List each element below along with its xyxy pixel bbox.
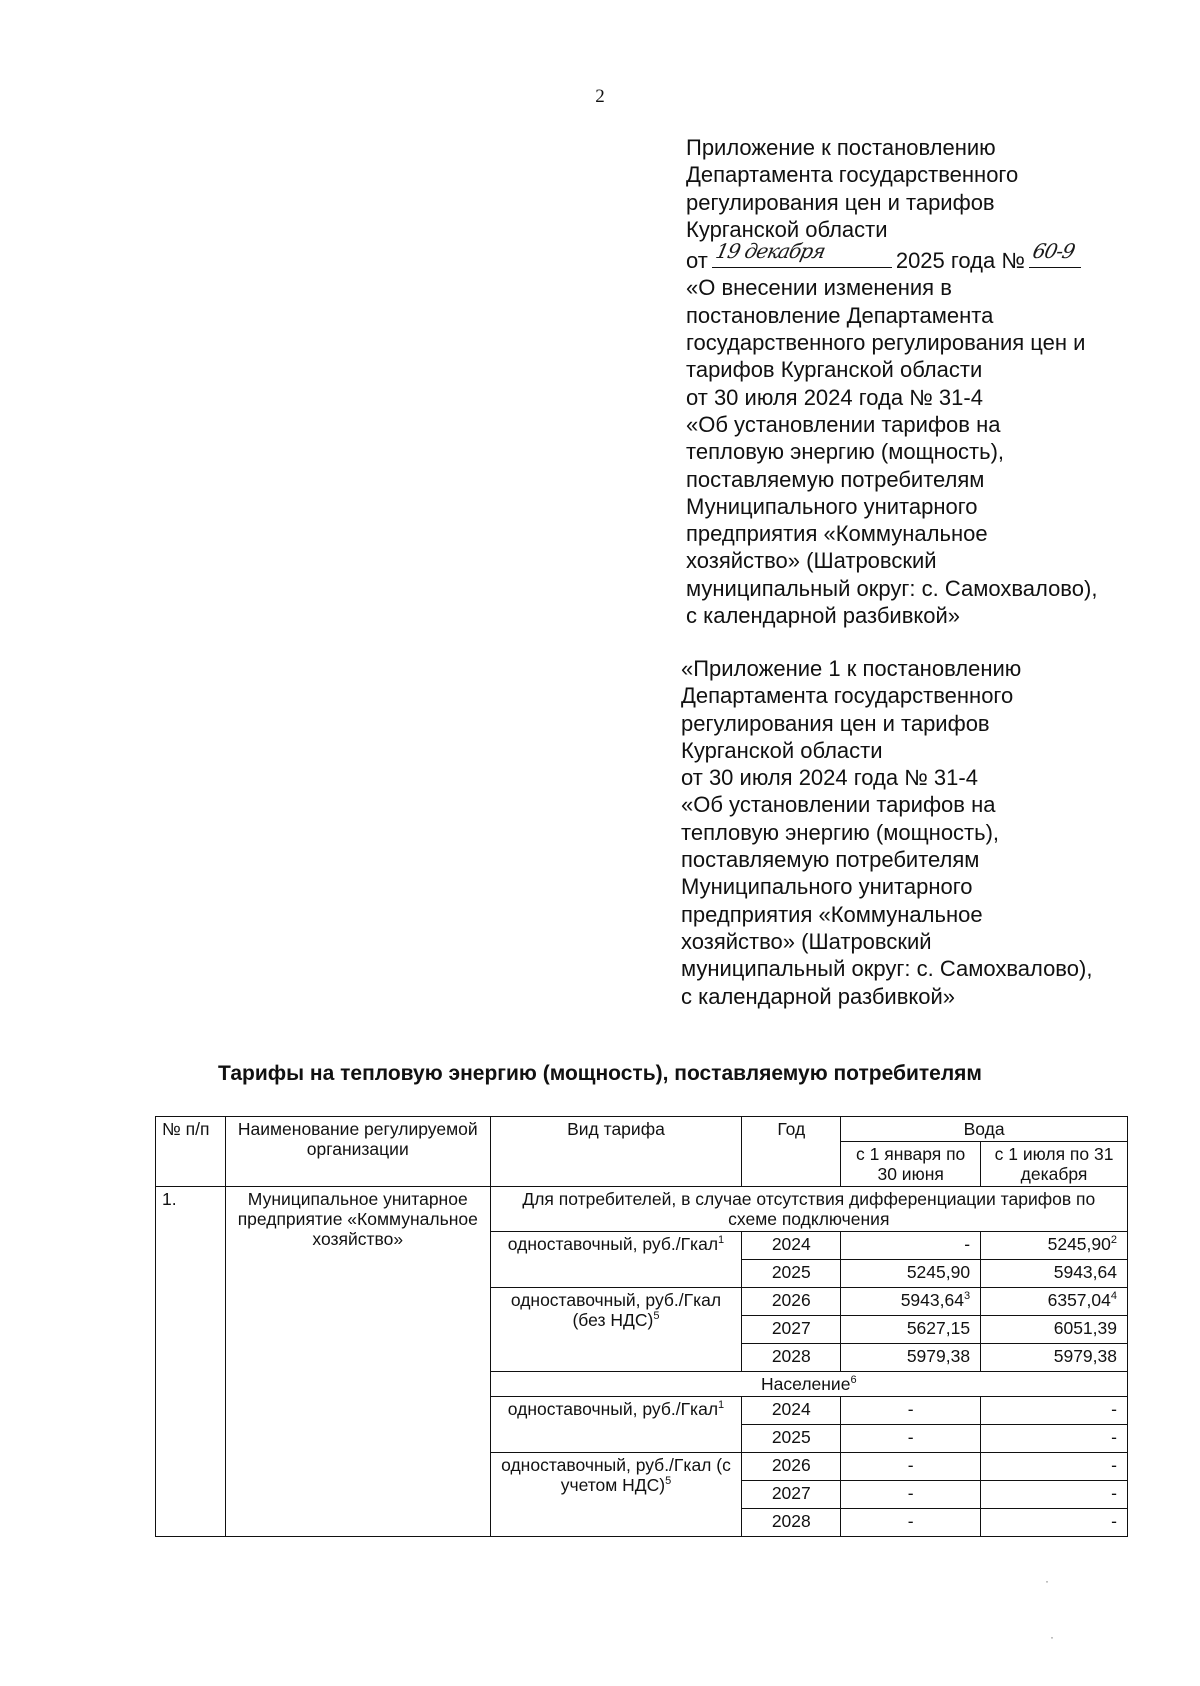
row-number: 1. bbox=[156, 1187, 226, 1537]
scan-artifact: · bbox=[1045, 1574, 1049, 1588]
year-cell: 2028 bbox=[742, 1344, 841, 1372]
appendix-one-line: Муниципального унитарного bbox=[681, 874, 973, 900]
header-period-2: с 1 июля по 31 декабря bbox=[981, 1142, 1128, 1187]
tariff-single-rate-population: одноставочный, руб./Гкал$^1$ bbox=[490, 1397, 742, 1453]
tariff-value-h2: 6051,39 bbox=[981, 1316, 1128, 1344]
appendix-one-line: от 30 июля 2024 года № 31-4 bbox=[681, 765, 978, 791]
tariff-value-h1: - bbox=[841, 1397, 981, 1425]
subject-line: тепловую энергию (мощность), bbox=[686, 439, 1005, 465]
scan-artifact: · bbox=[1050, 1630, 1054, 1644]
appendix-one-line: Курганской области bbox=[681, 737, 883, 763]
year-cell: 2025 bbox=[742, 1260, 841, 1288]
year-cell: 2027 bbox=[742, 1316, 841, 1344]
year-cell: 2027 bbox=[742, 1481, 841, 1509]
tariff-value-h2: - bbox=[981, 1509, 1128, 1537]
page-number: 2 bbox=[595, 86, 605, 107]
tariff-value-h2: - bbox=[981, 1425, 1128, 1453]
appendix-one-line: с календарной разбивкой» bbox=[681, 983, 956, 1009]
header-num: № п/п bbox=[156, 1117, 226, 1187]
date-prefix: от bbox=[686, 248, 708, 274]
subject-line: постановление Департамента bbox=[686, 302, 994, 328]
tariff-value-h1: - bbox=[841, 1509, 981, 1537]
tariff-value-h1: 5943,64$^3$ bbox=[841, 1288, 981, 1316]
appendix-one-line: предприятия «Коммунальное bbox=[681, 901, 983, 927]
subject-line: тарифов Курганской области bbox=[686, 357, 983, 383]
document-title: Тарифы на тепловую энергию (мощность), поставляемую потребителям bbox=[218, 1062, 982, 1085]
handwritten-number: 60-9 bbox=[1030, 238, 1077, 263]
tariff-single-rate-with-vat: одноставочный, руб./Гкал (с учетом НДС)$^5$ bbox=[490, 1453, 742, 1537]
section-population: Население$^6$ bbox=[490, 1372, 1127, 1397]
organization-name: Муниципальное унитарное предприятие «Коммунальное хозяйство» bbox=[225, 1187, 490, 1537]
appendix-one-line: Департамента государственного bbox=[681, 683, 1014, 709]
tariff-value-h1: - bbox=[841, 1481, 981, 1509]
header-organization: Наименование регулируемой организации bbox=[225, 1117, 490, 1187]
subject-line: от 30 июля 2024 года № 31-4 bbox=[686, 384, 983, 410]
tariff-value-h1: 5979,38 bbox=[841, 1344, 981, 1372]
appendix-one-line: муниципальный округ: с. Самохвалово), bbox=[681, 956, 1093, 982]
appendix-one-line: регулирования цен и тарифов bbox=[681, 710, 990, 736]
tariff-single-rate-no-vat: одноставочный, руб./Гкал (без НДС)$^5$ bbox=[490, 1288, 742, 1372]
tariff-value-h1: - bbox=[841, 1425, 981, 1453]
appendix-one-header bbox=[681, 655, 1092, 1010]
appendix-one-line: поставляемую потребителям bbox=[681, 847, 980, 873]
subject-line: «О внесении изменения в bbox=[686, 275, 952, 301]
order-date-line bbox=[686, 238, 1097, 274]
header-tariff-type: Вид тарифа bbox=[490, 1117, 742, 1187]
tariff-value-h2: 6357,04$^4$ bbox=[981, 1288, 1128, 1316]
subject-line: государственного регулирования цен и bbox=[686, 330, 1086, 356]
appendix-header bbox=[686, 134, 1097, 629]
appendix-line: Департамента государственного bbox=[686, 162, 1019, 188]
appendix-line: Приложение к постановлению bbox=[686, 135, 996, 160]
tariff-value-h2: 5245,90$^2$ bbox=[981, 1232, 1128, 1260]
appendix-one-line: «Об установлении тарифов на bbox=[681, 792, 996, 818]
year-cell: 2025 bbox=[742, 1425, 841, 1453]
year-cell: 2024 bbox=[742, 1232, 841, 1260]
appendix-line: Курганской области bbox=[686, 216, 888, 242]
year-cell: 2026 bbox=[742, 1288, 841, 1316]
tariff-value-h2: 5943,64 bbox=[981, 1260, 1128, 1288]
year-cell: 2026 bbox=[742, 1453, 841, 1481]
header-year: Год bbox=[742, 1117, 841, 1187]
header-water: Вода bbox=[841, 1117, 1128, 1142]
subject-line: муниципальный округ: с. Самохвалово), bbox=[686, 575, 1098, 601]
tariff-value-h1: 5245,90 bbox=[841, 1260, 981, 1288]
subject-line: «Об установлении тарифов на bbox=[686, 411, 1001, 437]
number-field bbox=[1029, 238, 1081, 268]
tariff-value-h1: - bbox=[841, 1453, 981, 1481]
tariff-value-h2: - bbox=[981, 1397, 1128, 1425]
appendix-one-line: хозяйство» (Шатровский bbox=[681, 928, 932, 954]
tariff-value-h1: - bbox=[841, 1232, 981, 1260]
year-cell: 2024 bbox=[742, 1397, 841, 1425]
tariff-value-h2: - bbox=[981, 1453, 1128, 1481]
handwritten-date: 19 декабря bbox=[713, 238, 827, 263]
subject-line: Муниципального унитарного bbox=[686, 493, 978, 519]
appendix-one-line: «Приложение 1 к постановлению bbox=[681, 656, 1022, 681]
header-period-1: с 1 января по 30 июня bbox=[841, 1142, 981, 1187]
appendix-one-line: тепловую энергию (мощность), bbox=[681, 819, 1000, 845]
subject-line: поставляемую потребителям bbox=[686, 466, 985, 492]
date-field bbox=[712, 238, 892, 268]
date-suffix: 2025 года № bbox=[895, 248, 1025, 274]
tariff-table bbox=[155, 1116, 1128, 1537]
tariff-value-h2: 5979,38 bbox=[981, 1344, 1128, 1372]
subject-line: с календарной разбивкой» bbox=[686, 603, 961, 629]
year-cell: 2028 bbox=[742, 1509, 841, 1537]
tariff-value-h2: - bbox=[981, 1481, 1128, 1509]
tariff-single-rate: одноставочный, руб./Гкал$^1$ bbox=[490, 1232, 742, 1288]
appendix-line: регулирования цен и тарифов bbox=[686, 189, 995, 215]
section-consumers: Для потребителей, в случае отсутствия дифференциации тарифов по схеме подключения bbox=[490, 1187, 1127, 1232]
tariff-value-h1: 5627,15 bbox=[841, 1316, 981, 1344]
subject-line: предприятия «Коммунальное bbox=[686, 521, 988, 547]
subject-line: хозяйство» (Шатровский bbox=[686, 548, 937, 574]
